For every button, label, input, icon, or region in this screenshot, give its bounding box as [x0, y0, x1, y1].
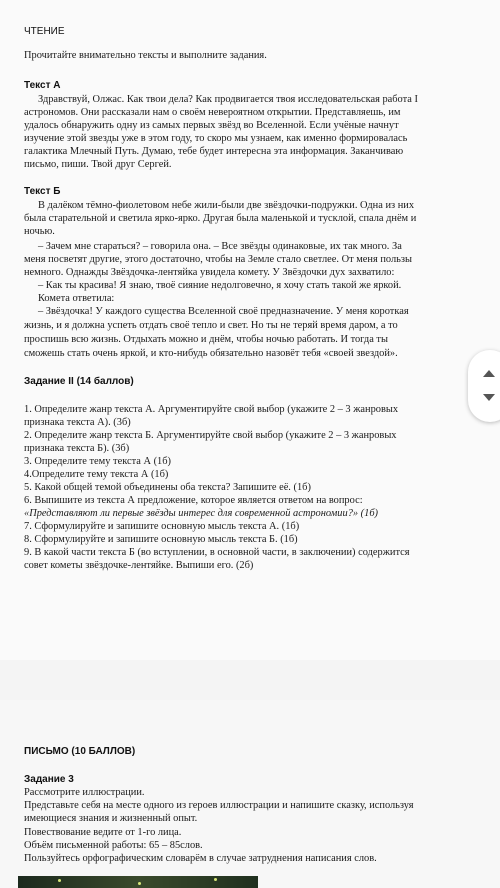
section-writing-heading: ПИСЬМО (10 БАЛЛОВ) [24, 746, 136, 757]
text-b-line: проспишь всю жизнь. Отдыхать можно и днём, чтобы ночью работать. И тогда ты [24, 334, 388, 345]
star-dot [214, 878, 217, 881]
illustration-image [18, 876, 258, 888]
task2-line: 7. Сформулируйте и запишите основную мысль текста А. (1б) [24, 521, 300, 532]
task2-line: признака текста Б). (3б) [24, 443, 130, 454]
text-b-line: немного. Однажды Звёздочка-лентяйка увидела комету. У Звёздочки дух захватило: [24, 267, 395, 278]
text-a-line: астрономов. Они рассказали нам о своём невероятном открытии. Представляешь, им [24, 107, 401, 118]
task3-line: Представьте себя на месте одного из героев иллюстрации и напишите сказку, используя [24, 800, 414, 811]
task3-line: Объём письменной работы: 65 – 85слов. [24, 840, 203, 851]
text-b-line: ночью. [24, 226, 55, 237]
task3-line: Повествование ведите от 1-го лица. [24, 827, 182, 838]
task2-line: 4.Определите тему текста А (1б) [24, 469, 169, 480]
text-b-line: В далёком тёмно-фиолетовом небе жили-были две звёздочки-подружки. Одна из них [38, 200, 415, 211]
scroll-control[interactable] [468, 350, 500, 422]
writing-page [0, 700, 500, 888]
text-a-line: Здравствуй, Олжас. Как твои дела? Как продвигается твоя исследовательская работа I [38, 94, 418, 105]
task2-line: 9. В какой части текста Б (во вступлении, в основной части, в заключении) содержится [24, 547, 410, 558]
text-b-line: жизнь, и я должна успеть отдать своё тепло и свет. Но ты не теряй время даром, а то [24, 320, 398, 331]
task3-line: Рассмотрите иллюстрации. [24, 787, 145, 798]
task2-line: совет кометы звёздочке-лентяйке. Выпиши его. (2б) [24, 560, 254, 571]
text-b-line: – Зачем мне стараться? – говорила она. – Все звёзды одинаковые, их так много. За [38, 241, 402, 252]
text-a-line: галактика Млечный Путь. Думаю, тебе будет интересна эта информация. Заканчиваю [24, 146, 404, 157]
text-a-title: Текст А [24, 80, 61, 91]
task2-line: 8. Сформулируйте и запишите основную мысль текста Б. (1б) [24, 534, 298, 545]
task2-line: 3. Определите тему текста А (1б) [24, 456, 171, 467]
text-a-line: удалось обнаружить одну из самых первых звёзд во Вселенной. Если учёные начнут [24, 120, 399, 131]
text-a-line: письмо, пиши. Твой друг Сергей. [24, 159, 172, 170]
task2-line: 5. Какой общей темой объединены оба текста? Запишите её. (1б) [24, 482, 311, 493]
star-dot [58, 879, 61, 882]
text-b-title: Текст Б [24, 186, 61, 197]
text-b-line: Комета ответила: [38, 293, 115, 304]
star-dot [138, 882, 141, 885]
text-b-line: – Как ты красива! Я знаю, твоё сияние недолговечно, я хочу стать такой же яркой. [38, 280, 402, 291]
task2-line: признака текста А). (3б) [24, 417, 131, 428]
task2-title: Задание II (14 баллов) [24, 376, 134, 387]
task2-line: 6. Выпишите из текста А предложение, которое является ответом на вопрос: [24, 495, 363, 506]
task3-line: имеющиеся знания и жизненный опыт. [24, 813, 198, 824]
task3-title: Задание 3 [24, 774, 74, 785]
section-reading-heading: ЧТЕНИЕ [24, 26, 65, 37]
task2-line: 2. Определите жанр текста Б. Аргументируйте свой выбор (укажите 2 – 3 жанровых [24, 430, 397, 441]
text-b-line: сможешь стать очень яркой, и кто-нибудь обязательно назовёт тебя «своей звездой». [24, 348, 398, 359]
task2-line: «Представляют ли первые звёзды интерес для современной астрономии?» (1б) [24, 508, 379, 519]
chevron-up-icon[interactable] [483, 370, 495, 377]
chevron-down-icon[interactable] [483, 394, 495, 401]
text-b-line: меня посветят другие, этого достаточно, чтобы на Земле стало светлее. От меня пользы [24, 254, 412, 265]
text-b-line: была старательной и светила ярко-ярко. Другая была маленькой и тусклой, спала днём и [24, 213, 417, 224]
text-a-line: изучение этой звезды уже в этом году, то скоро мы узнаем, как именно формировалась [24, 133, 408, 144]
task3-line: Пользуйтесь орфографическим словарём в случае затруднения написания слов. [24, 853, 377, 864]
instruction: Прочитайте внимательно тексты и выполните задания. [24, 50, 267, 61]
text-b-line: – Звёздочка! У каждого существа Вселенной своё предназначение. У меня короткая [38, 306, 409, 317]
task2-line: 1. Определите жанр текста А. Аргументируйте свой выбор (укажите 2 – 3 жанровых [24, 404, 399, 415]
